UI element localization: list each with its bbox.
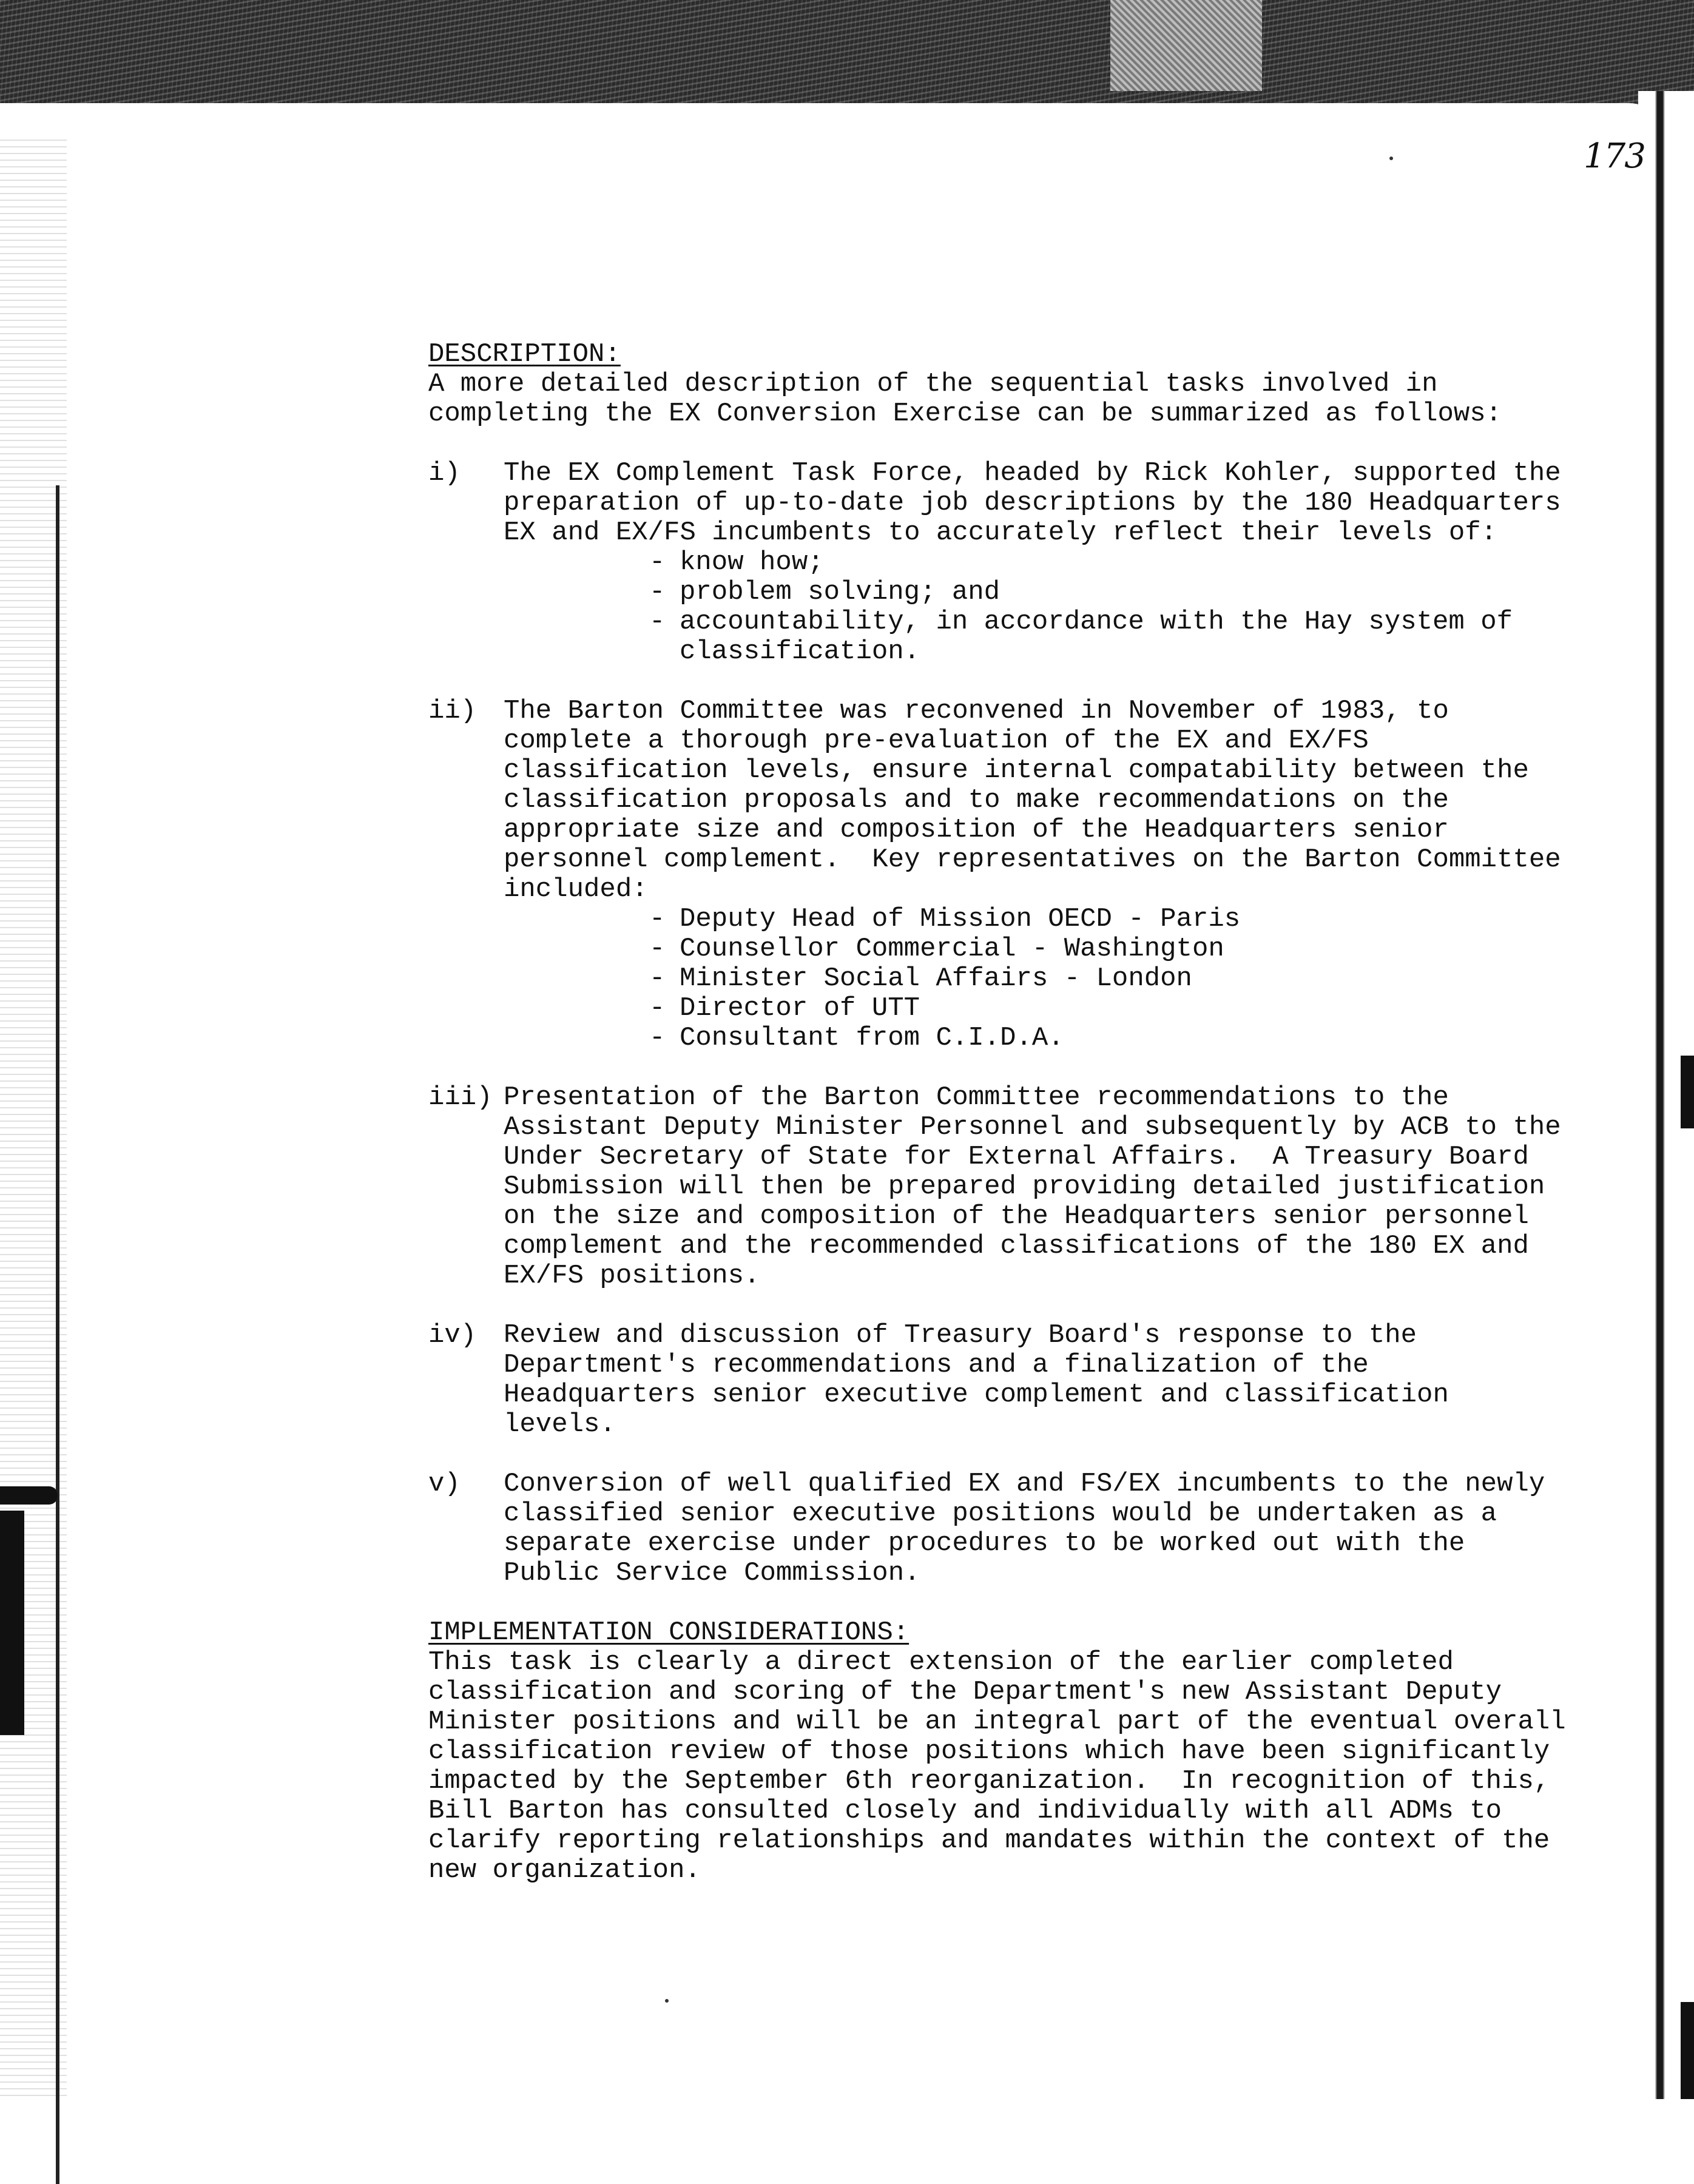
- item-body: [504, 696, 1593, 1053]
- bullet: - Minister Social Affairs - London: [649, 963, 1192, 994]
- task-list: [428, 459, 1593, 1588]
- list-item: [428, 1321, 1593, 1440]
- item-number: iv): [428, 1320, 477, 1350]
- bullet: - accountability, in accordance with the Hay system of classification.: [649, 607, 1513, 667]
- left-binding-shadow: [0, 140, 67, 2099]
- scan-light-patch: [1110, 0, 1262, 91]
- bullet: - know how;: [649, 547, 824, 578]
- item-text: The Barton Committee was reconvened in November of 1983, to complete a thorough pre-evaluation of the EX and EX/FS classification levels, ensure internal compatability between the classification proposals and to make recommendations on the appropriate size and composition of the Headquarters senior personnel complement. Key representatives on the Barton Committee included:: [504, 696, 1561, 905]
- list-item: [428, 1083, 1593, 1291]
- item-text: Conversion of well qualified EX and FS/EX incumbents to the newly classified senior executive positions would be undertaken as a separate exercise under procedures to be worked out with the Public Service Commission.: [504, 1469, 1545, 1588]
- item-number: iii): [428, 1082, 493, 1113]
- list-item: [428, 459, 1593, 667]
- item-text: The EX Complement Task Force, headed by Rick Kohler, supported the preparation of up-to-date job descriptions by the 180 Headquarters EX and EX/FS incumbents to accurately reflect their levels of:: [504, 458, 1561, 548]
- implementation-section: [428, 1618, 1593, 1886]
- item-body: [504, 1469, 1593, 1588]
- bullet: - Counsellor Commercial - Washington: [649, 934, 1224, 964]
- bullet: - Deputy Head of Mission OECD - Paris: [649, 904, 1241, 934]
- speck: [1389, 157, 1393, 160]
- right-edge-mark: [1681, 2002, 1694, 2099]
- bullet: - Director of UTT: [649, 993, 920, 1023]
- bullet: - Consultant from C.I.D.A.: [649, 1023, 1064, 1053]
- description-heading: DESCRIPTION:: [428, 339, 621, 369]
- right-edge-mark: [1681, 1056, 1694, 1128]
- document-body: [428, 340, 1593, 1886]
- binding-clip-body: [0, 1511, 24, 1735]
- item-body: [504, 1083, 1593, 1291]
- item-bullets: [504, 905, 1593, 1053]
- binding-edge: [56, 485, 59, 2184]
- page-number: 173: [1584, 136, 1645, 176]
- implementation-heading: IMPLEMENTATION CONSIDERATIONS:: [428, 1617, 909, 1648]
- item-text: Presentation of the Barton Committee recommendations to the Assistant Deputy Minister Personnel and subsequently by ACB to the Under Secretary of State for External Affairs. A Treasury Board Submission will then be prepared providing detailed justification on the size and composition of the Headquarters senior personnel complement and the recommended classifications of the 180 EX and EX/FS positions.: [504, 1082, 1561, 1291]
- bullet: - problem solving; and: [649, 577, 1001, 607]
- binding-clip: [0, 1486, 58, 1505]
- description-section: [428, 340, 1593, 429]
- item-number: ii): [428, 696, 477, 726]
- item-number: i): [428, 458, 461, 488]
- implementation-text: This task is clearly a direct extension of the earlier completed classification and scoring of the Department's new Assistant Deputy Minister positions and will be an integral part of the eventual overall classification review of those positions which have been significantly impacted by the September 6th reorganization. In recognition of this, Bill Barton has consulted closely and individually with all ADMs to clarify reporting relationships and mandates within the context of the new organization.: [428, 1647, 1566, 1886]
- item-body: [504, 459, 1593, 667]
- item-body: [504, 1321, 1593, 1440]
- item-number: v): [428, 1469, 461, 1499]
- list-item: [428, 1469, 1593, 1588]
- item-text: Review and discussion of Treasury Board's response to the Department's recommendations and a finalization of the Headquarters senior executive complement and classification levels.: [504, 1320, 1449, 1440]
- item-bullets: [504, 548, 1593, 667]
- list-item: [428, 696, 1593, 1053]
- description-intro: A more detailed description of the sequential tasks involved in completing the EX Conversion Exercise can be summarized as follows:: [428, 369, 1502, 429]
- speck: [665, 1999, 669, 2003]
